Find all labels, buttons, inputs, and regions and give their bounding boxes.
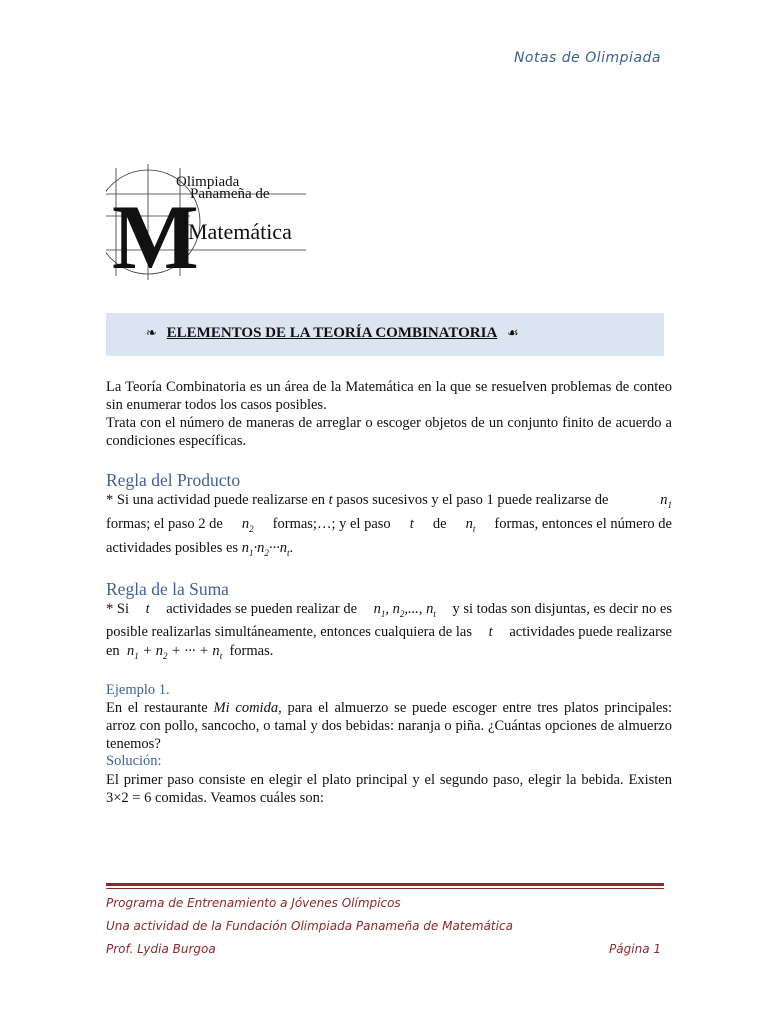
footer-rule (106, 883, 664, 886)
suma-line2: posible realizarlas simultáneamente, entonces cualquiera de las t actividades puede realizarse (106, 624, 672, 640)
header-note: Notas de Olimpiada (513, 50, 661, 66)
producto-line2: formas; el paso 2 de $n_2$ formas;…; y el paso t de $n_t$ formas, entonces el número de (106, 516, 672, 534)
suma-line3: en $n_1 + n_2$ + ··· + $n_t$ formas. (106, 643, 274, 661)
intro-p2: Trata con el número de maneras de arreglar o escoger objetos de un conjunto finito de acuerdo a condiciones específicas. (106, 415, 672, 449)
solucion-paragraph: El primer paso consiste en elegir el plato principal y el segundo paso, elegir la bebida. Existen 3×2 = 6 comidas. Veamos cuáles son: (106, 772, 672, 806)
intro-p1: La Teoría Combinatoria es un área de la Matemática en la que se resuelven problemas de conteo sin enumerar todos los casos posibles. (106, 379, 672, 413)
section-title: ELEMENTOS DE LA TEORÍA COMBINATORIA (166, 325, 498, 341)
ejemplo-paragraph: En el restaurante Mi comida, para el almuerzo se puede escoger entre tres platos principales: arroz con pollo, sancocho, o tamal y dos bebidas: naranja o piña. ¿Cuántas opciones de almuerzo tenemos? (106, 700, 673, 752)
heading-solucion: Solución: (106, 753, 162, 769)
footer-line1: Programa de Entrenamiento a Jóvenes Olímpicos (106, 896, 401, 910)
ornament-right-icon: ☙ (507, 325, 519, 340)
footer-line2: Una actividad de la Fundación Olimpiada Panameña de Matemática (106, 919, 513, 933)
producto-line1: * Si una actividad puede realizarse en t pasos sucesivos y el paso 1 puede realizarse de $n_1$ (106, 492, 672, 510)
producto-line3: actividades posibles es $n_1\cdot n_2\cdot\cdot\cdot n_t$. (106, 540, 294, 558)
logo-big-letter: M (112, 186, 199, 280)
suma-line1: * Si t actividades se pueden realizar de $n_1$, $n_2$,..., $n_t$ y si todas son disjuntas, es decir no es (106, 601, 672, 619)
heading-suma: Regla de la Suma (106, 579, 229, 599)
logo-line1: Olimpiada (176, 174, 240, 190)
logo-line3: Matemática (188, 219, 292, 244)
ornament-left-icon: ❧ (146, 325, 157, 340)
footer-line3: Prof. Lydia Burgoa (106, 942, 216, 956)
intro-paragraph (106, 378, 672, 450)
heading-producto: Regla del Producto (106, 470, 241, 490)
title-banner (106, 313, 664, 356)
page-number: Página 1 (609, 942, 661, 956)
heading-ejemplo: Ejemplo 1. (106, 682, 170, 698)
logo-line2: Panameña de (190, 186, 270, 202)
footer-rule-thin (106, 888, 664, 889)
olimpiada-logo (106, 164, 306, 280)
